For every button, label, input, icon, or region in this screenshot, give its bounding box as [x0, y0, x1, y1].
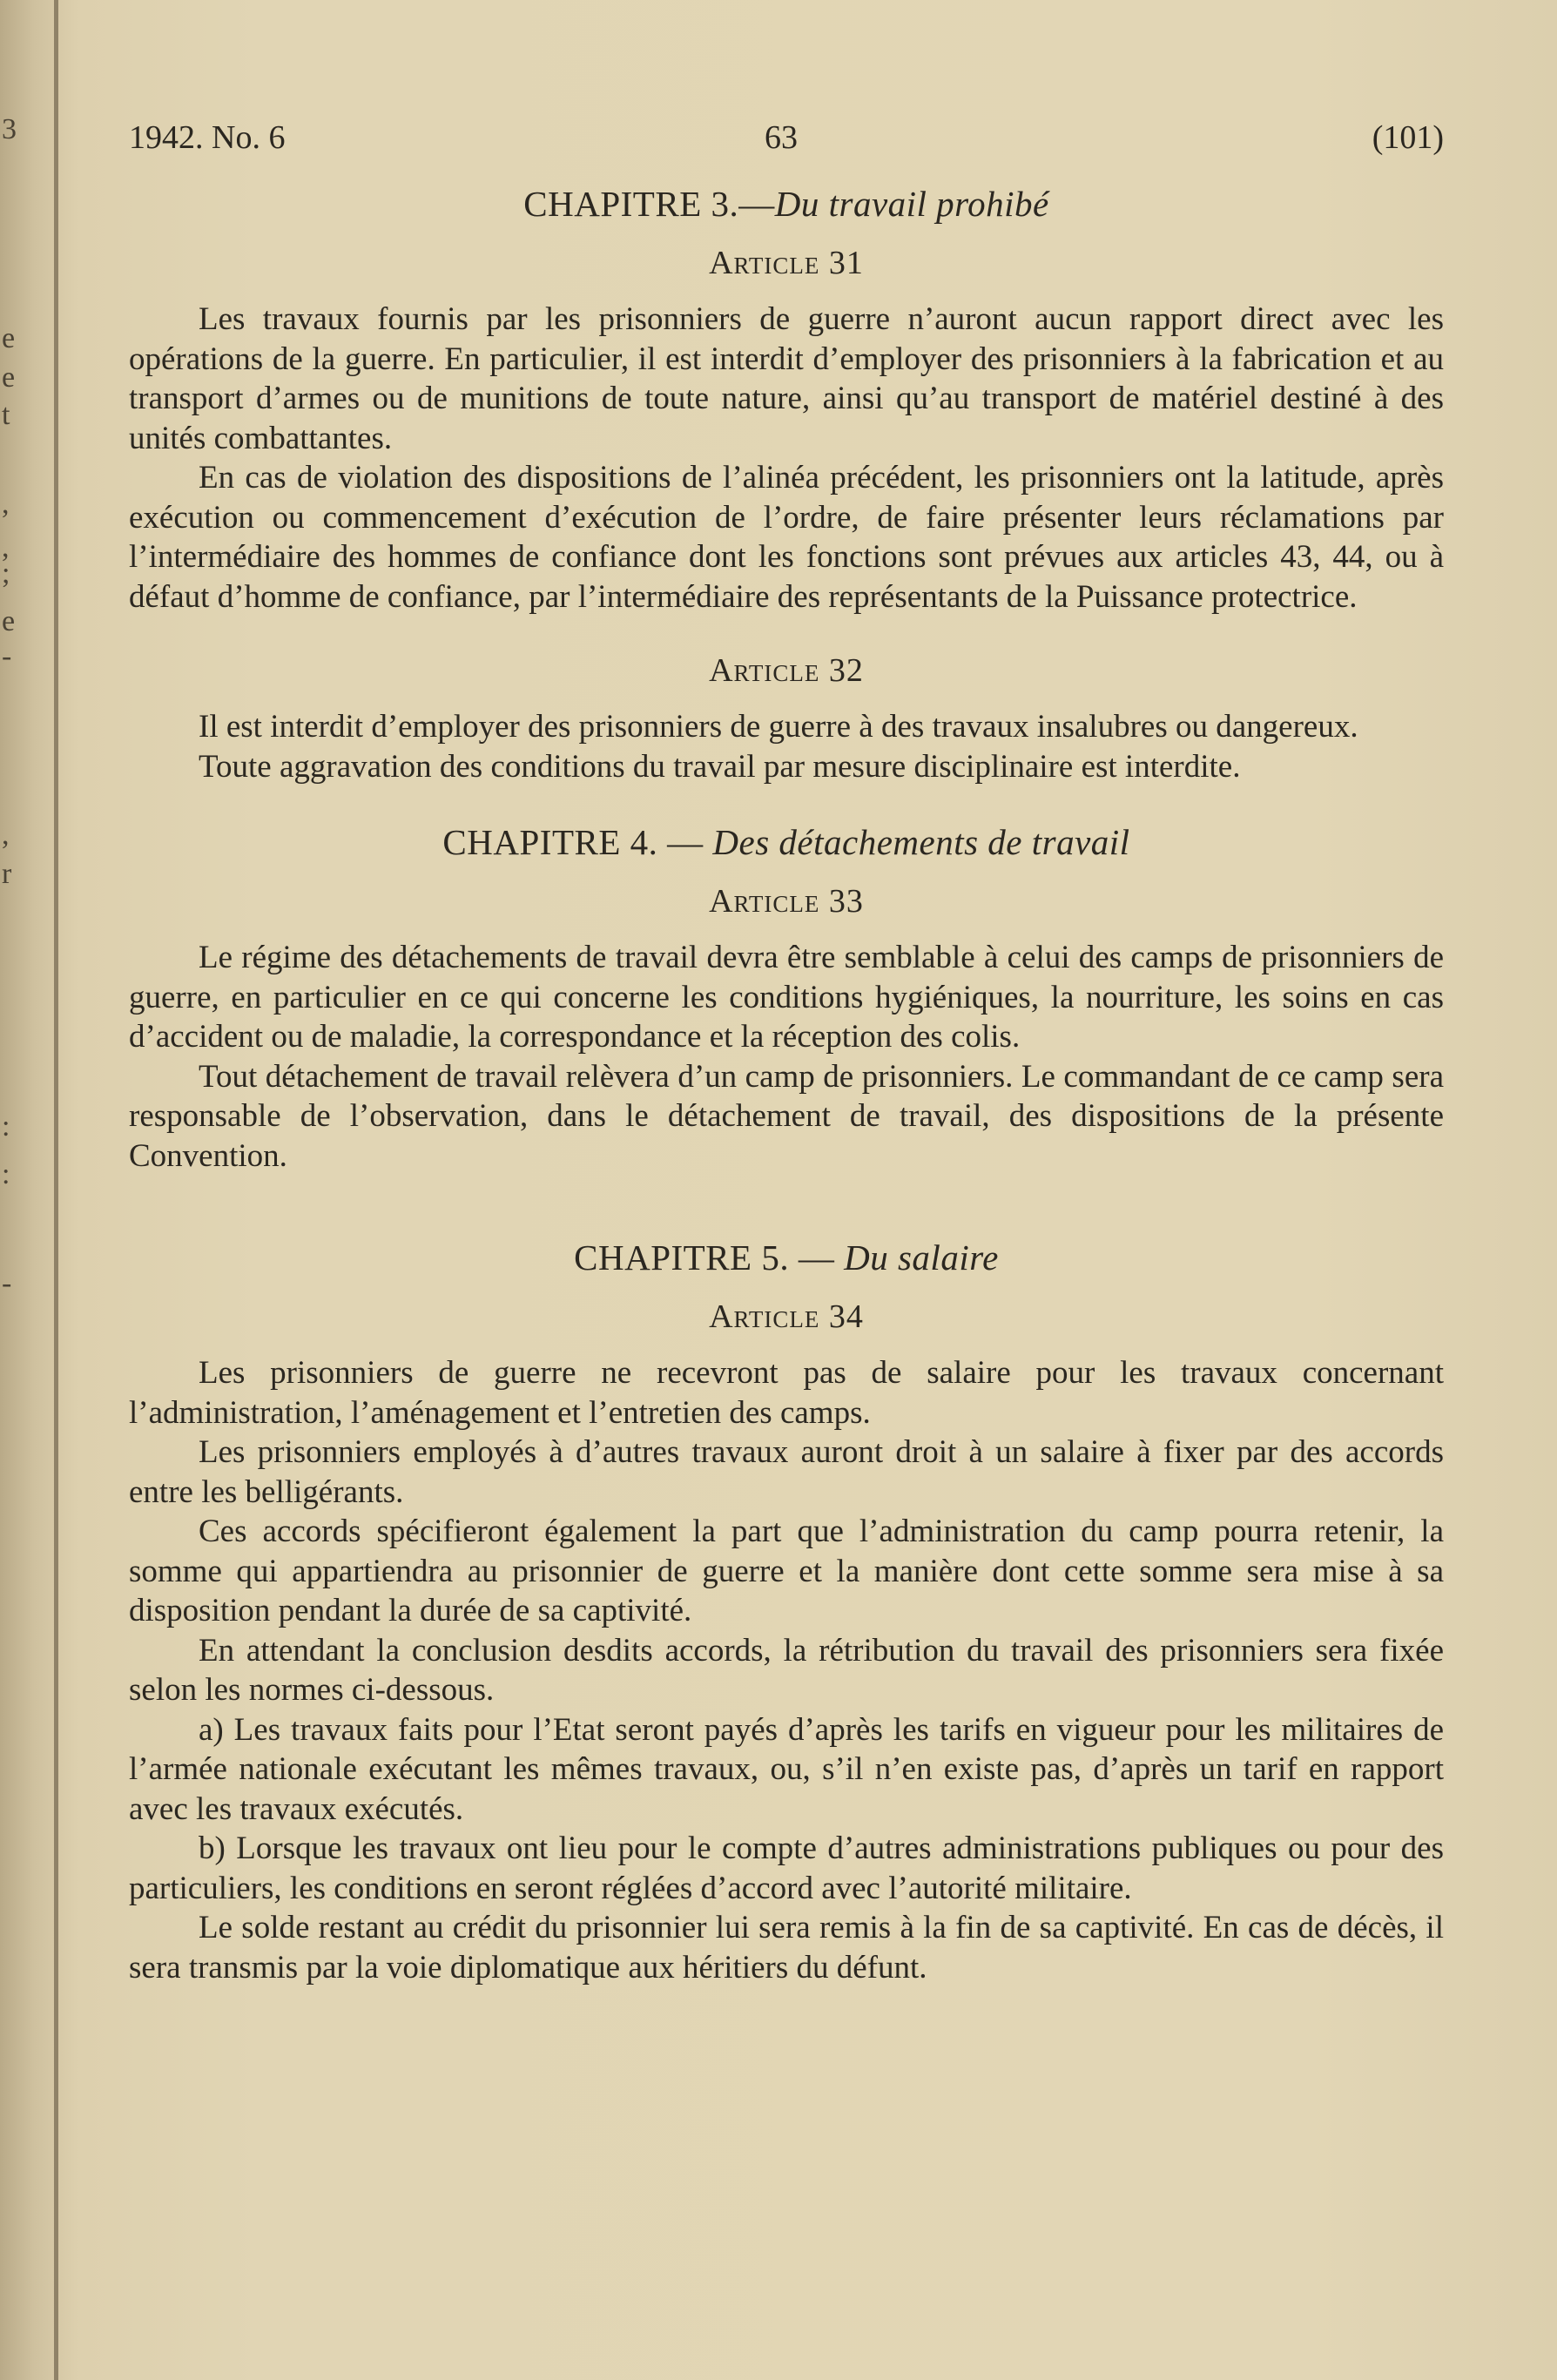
- chapter-title: Du travail prohibé: [774, 184, 1049, 224]
- article-heading: Article 33: [709, 883, 864, 920]
- paragraph: Le solde restant au crédit du prisonnier lui sera remis à la fin de sa captivité. En cas de décès, il sera transmis par la voie diplomatique aux héritiers du défunt.: [129, 1910, 1444, 1986]
- margin-mark: ,: [2, 488, 10, 520]
- paragraph: a) Les travaux faits pour l’Etat seront payés d’après les tarifs en vigueur pour les militaires de l’armée nationale exécutant les mêmes travaux, ou, s’il n’en existe pas, d’après un tarif en rapport avec les travaux exécutés.: [129, 1711, 1444, 1827]
- publication-reference: 1942. No. 6: [129, 119, 286, 156]
- paragraph: Toute aggravation des conditions du travail par mesure disciplinaire est interdite.: [199, 748, 1241, 785]
- article-heading: Article 34: [709, 1298, 864, 1335]
- chapter-title: Des détachements de travail: [712, 822, 1130, 862]
- page-header: [129, 118, 1444, 164]
- paragraph: En cas de violation des dispositions de l’alinéa précédent, les prisonniers ont la latitude, après exécution ou commencement d’exécution de l’ordre, de faire présenter leurs réclamations par l’intermédiaire des hommes de confiance dont les fonctions sont prévues aux articles 43, 44, ou à défaut d’homme de confiance, par l’intermédiaire des représentants de la Puissance protectrice.: [129, 460, 1444, 615]
- paragraph: Ces accords spécifieront également la part que l’administration du camp pourra retenir, la somme qui appartiendra au prisonnier de guerre et la manière dont cette somme sera mise à sa disposition pendant la durée de sa captivité.: [129, 1514, 1444, 1628]
- paragraph: b) Lorsque les travaux ont lieu pour le compte d’autres administrations publiques ou pour des particuliers, les conditions en seront réglées d’accord avec l’autorité militaire.: [129, 1831, 1444, 1906]
- chapter-number: CHAPITRE 4. —: [442, 822, 713, 862]
- margin-mark: e: [2, 605, 16, 637]
- page-number: 63: [765, 119, 798, 156]
- margin-mark: t: [2, 399, 10, 431]
- margin-mark: 3: [2, 113, 17, 145]
- binding-gutter: [54, 0, 58, 2380]
- chapter-number: CHAPITRE 3.—: [523, 184, 775, 224]
- margin-mark: -: [2, 1267, 12, 1299]
- document-body: [129, 183, 1444, 1987]
- margin-mark: ,: [2, 531, 10, 563]
- article-heading: Article 31: [709, 245, 864, 281]
- margin-mark: ,: [2, 819, 10, 851]
- margin-mark: ;: [2, 557, 10, 590]
- margin-mark: e: [2, 322, 16, 354]
- margin-mark: :: [2, 1110, 10, 1143]
- margin-mark: :: [2, 1158, 10, 1190]
- paragraph: Le régime des détachements de travail devra être semblable à celui des camps de prisonniers de guerre, en particulier en ce qui concerne les conditions hygiéniques, la nourriture, les soins en cas d’accident ou de maladie, la correspondance et la réception des colis.: [129, 940, 1444, 1055]
- paragraph: Les travaux fournis par les prisonniers de guerre n’auront aucun rapport direct avec les opérations de la guerre. En particulier, il est interdit d’employer des prisonniers à la fabrication et au transport d’armes ou de munitions de toute nature, ainsi qu’au transport de matériel destiné à des unités combattantes.: [129, 301, 1444, 456]
- chapter-title: Du salaire: [844, 1237, 999, 1278]
- chapter-heading: [129, 821, 1444, 863]
- paragraph: Tout détachement de travail relèvera d’un camp de prisonniers. Le commandant de ce camp sera responsable de l’observation, dans le détachement de travail, des dispositions de la présente Convention.: [129, 1058, 1444, 1174]
- chapter-heading: [129, 1237, 1444, 1278]
- paragraph: En attendant la conclusion desdits accords, la rétribution du travail des prisonniers sera fixée selon les normes ci-dessous.: [129, 1632, 1444, 1708]
- left-margin-marks: [0, 0, 26, 2380]
- chapter-number: CHAPITRE 5. —: [574, 1237, 845, 1278]
- margin-mark: e: [2, 361, 16, 394]
- paragraph: Il est interdit d’employer des prisonniers de guerre à des travaux insalubres ou dangereux.: [199, 709, 1358, 745]
- article-heading: Article 32: [709, 652, 864, 689]
- margin-mark: r: [2, 858, 12, 890]
- margin-mark: -: [2, 640, 12, 672]
- original-page-number: (101): [1372, 119, 1444, 156]
- paragraph: Les prisonniers employés à d’autres travaux auront droit à un salaire à fixer par des accords entre les belligérants.: [129, 1434, 1444, 1510]
- paragraph: Les prisonniers de guerre ne recevront pas de salaire pour les travaux concernant l’administration, l’aménagement et l’entretien des camps.: [129, 1355, 1444, 1431]
- chapter-heading: [129, 183, 1444, 225]
